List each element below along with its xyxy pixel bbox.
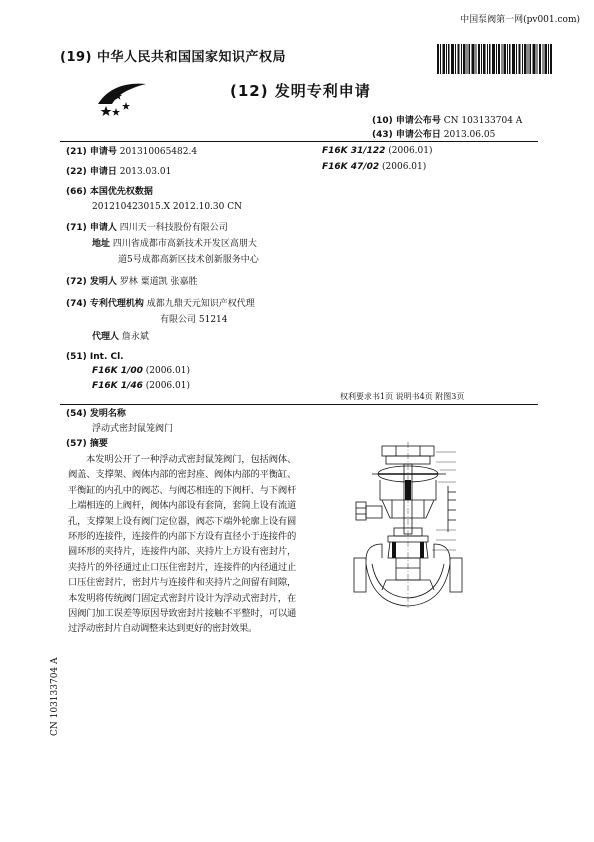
int-cl-entry — [92, 381, 190, 391]
address-label: 地址 — [92, 239, 111, 249]
publication-date: 2013.06.05 — [443, 130, 496, 140]
barcode-icon — [437, 44, 552, 74]
applicant-row — [66, 222, 228, 235]
priority-data: 201210423015.X 2012.10.30 CN — [92, 202, 242, 212]
agent-label: 代理人 — [92, 332, 120, 342]
abstract-text: 本发明公开了一种浮动式密封鼠笼阀门，包括阀体、阀盖、支撑架、阀体内部的密封座、阀体内部的平衡缸、平衡缸的内孔中的阀芯、与阀芯相连的下阀杆、与下阀杆上端相连的上阀杆，阀体内部设有套筒，套筒上设有流道孔，支撑架上设有阀门定位器，阀芯下端外轮廓上设有圆环形的连接件，连接件的内部下方设有直径小于连接件的圆环形的夹持片，连接件内部、夹持片上方设有密封片，夹持片的外径通过止口压住密封片，连接件的内径通过止口压住密封片，密封片与连接件和夹持片之间留有间隙，本发明将传统阀门固定式密封片设计为浮动式密封片，在因阀门加工误差等原因导致密封片接触不平整时，可以通过浮动密封片自动调整来达到更好的密封效果。 — [68, 454, 296, 635]
int-cl-year: (2006.01) — [145, 366, 190, 376]
inventor-label: (72) 发明人 — [66, 277, 117, 287]
publication-number: CN 103133704 A — [443, 116, 523, 126]
publication-date-row — [372, 127, 495, 140]
publication-number-row — [372, 113, 522, 126]
application-number-label: (21) 申请号 — [66, 147, 117, 157]
inventor-row — [66, 276, 198, 289]
publication-number-label: (10) 申请公布号 — [372, 116, 441, 126]
int-cl-label: (51) Int. Cl. — [66, 352, 124, 362]
applicant-label: (71) 申请人 — [66, 223, 117, 233]
application-number-row — [66, 146, 197, 159]
ipc-right-entry — [322, 162, 426, 172]
agency-label: (74) 专利代理机构 — [66, 299, 144, 309]
address-row — [92, 238, 257, 251]
agency-line-2: 有限公司 51214 — [160, 315, 228, 325]
ipc-code: F16K 47/02 — [322, 162, 380, 172]
title-label: (54) 发明名称 — [66, 409, 126, 419]
publication-date-label: (43) 申请公布日 — [372, 130, 441, 140]
source-watermark: 中国泵阀第一网(pv001.com) — [460, 15, 580, 25]
agency-row — [66, 298, 255, 311]
inventors: 罗林 粟道凯 张嘉胜 — [119, 277, 198, 287]
application-date-row — [66, 166, 171, 179]
page-summary: 权利要求书1页 说明书4页 附图3页 — [340, 392, 465, 401]
int-cl-code: F16K 1/46 — [92, 381, 143, 391]
valve-drawing — [352, 440, 472, 610]
ipc-year: (2006.01) — [382, 162, 427, 172]
document-type: (12) 发明专利申请 — [230, 82, 371, 100]
application-date-label: (22) 申请日 — [66, 167, 117, 177]
side-publication-code: CN 103133704 A — [50, 657, 60, 736]
ipc-year: (2006.01) — [388, 146, 433, 156]
address-line-2: 道5号成都高新区技术创新服务中心 — [118, 255, 259, 265]
agent-row — [92, 331, 149, 344]
agent: 詹永斌 — [121, 332, 149, 342]
patent-office-name: (19) 中华人民共和国国家知识产权局 — [60, 50, 286, 65]
ipc-right-entry — [322, 146, 433, 156]
sipo-emblem-icon — [96, 78, 150, 118]
abstract-label: (57) 摘要 — [66, 439, 108, 449]
priority-label: (66) 本国优先权数据 — [66, 187, 153, 197]
application-number: 201310065482.4 — [119, 147, 198, 157]
header-divider — [60, 141, 538, 142]
invention-title: 浮动式密封鼠笼阀门 — [92, 424, 174, 434]
ipc-code: F16K 31/122 — [322, 146, 386, 156]
int-cl-year: (2006.01) — [145, 381, 190, 391]
applicant: 四川天一科技股份有限公司 — [119, 223, 228, 233]
biblio-divider — [60, 404, 538, 405]
int-cl-code: F16K 1/00 — [92, 366, 143, 376]
agency-line-1: 成都九鼎天元知识产权代理 — [146, 299, 255, 309]
application-date: 2013.03.01 — [119, 167, 172, 177]
int-cl-entry — [92, 366, 190, 376]
address-line-1: 四川省成都市高新技术开发区高朋大 — [112, 239, 257, 249]
